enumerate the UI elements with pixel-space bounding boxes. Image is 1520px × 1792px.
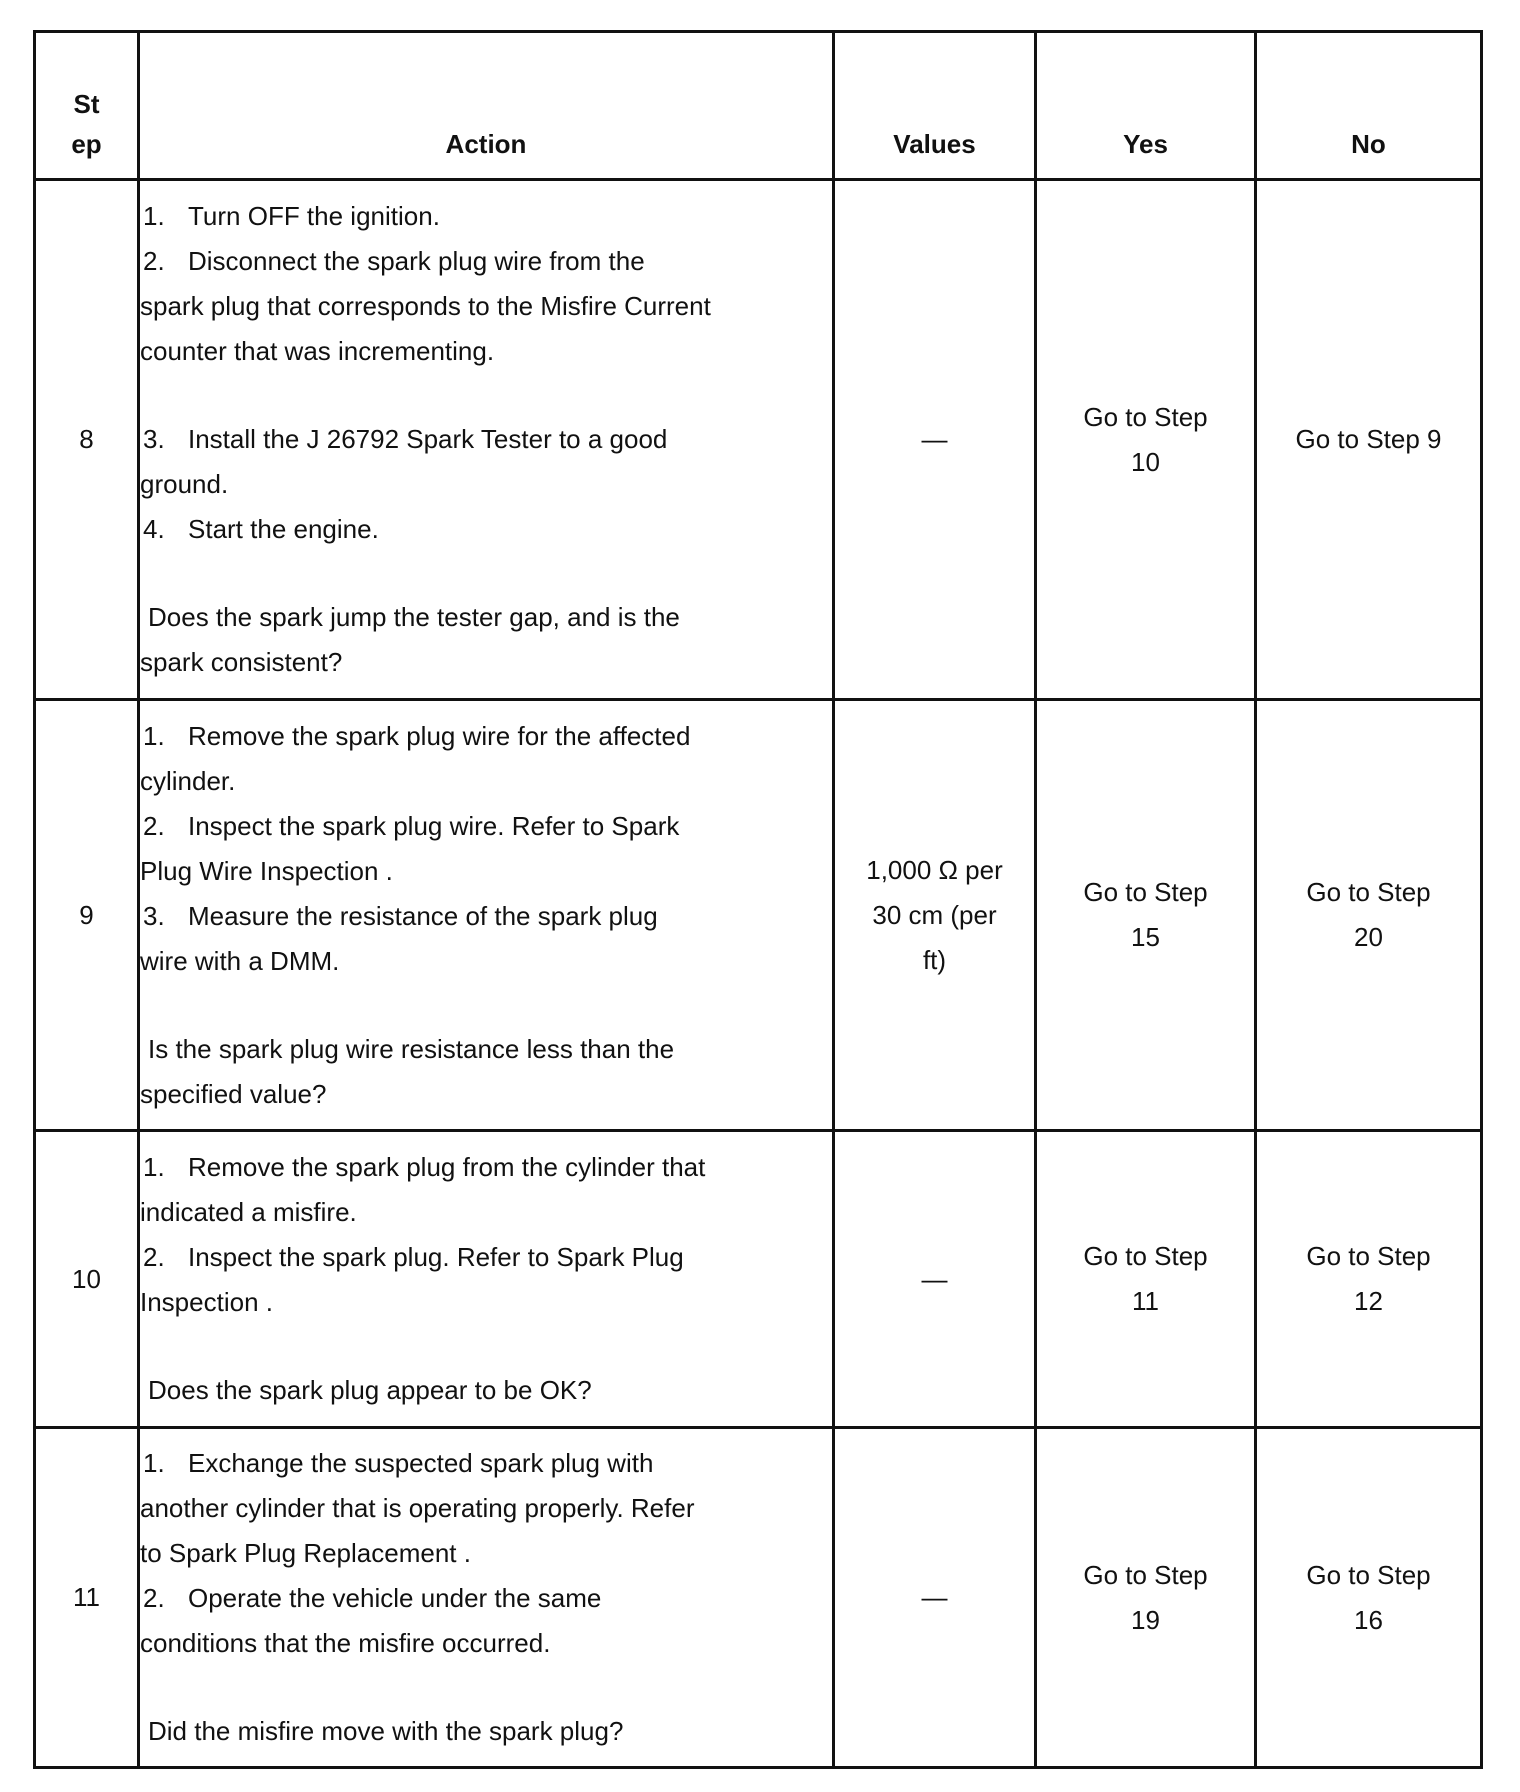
yes-cell: Go to Step 15 xyxy=(1036,700,1256,1131)
action-line: wire with a DMM. xyxy=(140,945,340,976)
action-line: 1. Turn OFF the ignition. xyxy=(143,201,440,231)
action-question: spark consistent? xyxy=(140,647,343,677)
action-line: 1. Remove the spark plug from the cylinder that xyxy=(143,1152,706,1182)
action-line: 1. Remove the spark plug wire for the affected xyxy=(143,720,691,751)
header-no: No xyxy=(1256,32,1482,180)
action-line: Inspection . xyxy=(140,1287,273,1317)
action-line: another cylinder that is operating properly. Refer xyxy=(140,1493,695,1523)
header-values: Values xyxy=(834,32,1036,180)
action-line: 4. Start the engine. xyxy=(143,514,379,544)
action-line: 2. Inspect the spark plug wire. Refer to Spark xyxy=(143,810,680,841)
action-line: conditions that the misfire occurred. xyxy=(140,1628,551,1658)
action-line: 2. Inspect the spark plug. Refer to Spark Plug xyxy=(143,1242,684,1272)
action-question: specified value? xyxy=(140,1078,327,1109)
no-cell: Go to Step 16 xyxy=(1256,1428,1482,1768)
yes-cell: Go to Step 11 xyxy=(1036,1131,1256,1428)
yes-cell: Go to Step 19 xyxy=(1036,1428,1256,1768)
action-question: Is the spark plug wire resistance less than the xyxy=(148,1033,675,1064)
action-line: 3. Measure the resistance of the spark plug xyxy=(143,900,658,931)
action-cell xyxy=(139,1428,834,1768)
action-line: 2. Operate the vehicle under the same xyxy=(143,1583,602,1613)
action-line: counter that was incrementing. xyxy=(140,336,495,366)
header-step-line2: ep xyxy=(71,129,102,159)
table-row xyxy=(35,1428,1482,1768)
header-step xyxy=(35,32,139,180)
no-cell: Go to Step 12 xyxy=(1256,1131,1482,1428)
values-cell: 1,000 Ω per 30 cm (per ft) xyxy=(834,700,1036,1131)
no-cell: Go to Step 20 xyxy=(1256,700,1482,1131)
action-line: ground. xyxy=(140,469,229,499)
header-step-line1: St xyxy=(73,89,100,119)
action-line: 1. Exchange the suspected spark plug with xyxy=(143,1448,654,1478)
step-number: 10 xyxy=(35,1131,139,1428)
step-number: 11 xyxy=(35,1428,139,1768)
no-cell: Go to Step 9 xyxy=(1256,180,1482,700)
action-line: to Spark Plug Replacement . xyxy=(140,1538,471,1568)
table-row xyxy=(35,180,1482,700)
header-action: Action xyxy=(139,32,834,180)
action-line: 2. Disconnect the spark plug wire from the xyxy=(143,246,645,276)
step-number: 8 xyxy=(35,180,139,700)
header-yes: Yes xyxy=(1036,32,1256,180)
step-number: 9 xyxy=(35,700,139,1131)
action-cell xyxy=(139,180,834,700)
table-row xyxy=(35,1131,1482,1428)
values-cell: — xyxy=(834,1131,1036,1428)
action-line: cylinder. xyxy=(140,765,236,796)
action-question: Does the spark plug appear to be OK? xyxy=(148,1375,592,1405)
action-line: Plug Wire Inspection . xyxy=(140,855,393,886)
header-row xyxy=(35,32,1482,180)
action-question: Does the spark jump the tester gap, and is the xyxy=(148,602,680,632)
table-row xyxy=(35,700,1482,1131)
action-cell xyxy=(139,1131,834,1428)
action-line: spark plug that corresponds to the Misfire Current xyxy=(140,291,711,321)
values-cell: — xyxy=(834,180,1036,700)
action-line: 3. Install the J 26792 Spark Tester to a good xyxy=(143,424,668,454)
values-cell: — xyxy=(834,1428,1036,1768)
action-question: Did the misfire move with the spark plug? xyxy=(148,1716,624,1746)
action-cell xyxy=(139,700,834,1131)
yes-cell: Go to Step 10 xyxy=(1036,180,1256,700)
diagnostic-table xyxy=(33,30,1483,1769)
action-line: indicated a misfire. xyxy=(140,1197,357,1227)
